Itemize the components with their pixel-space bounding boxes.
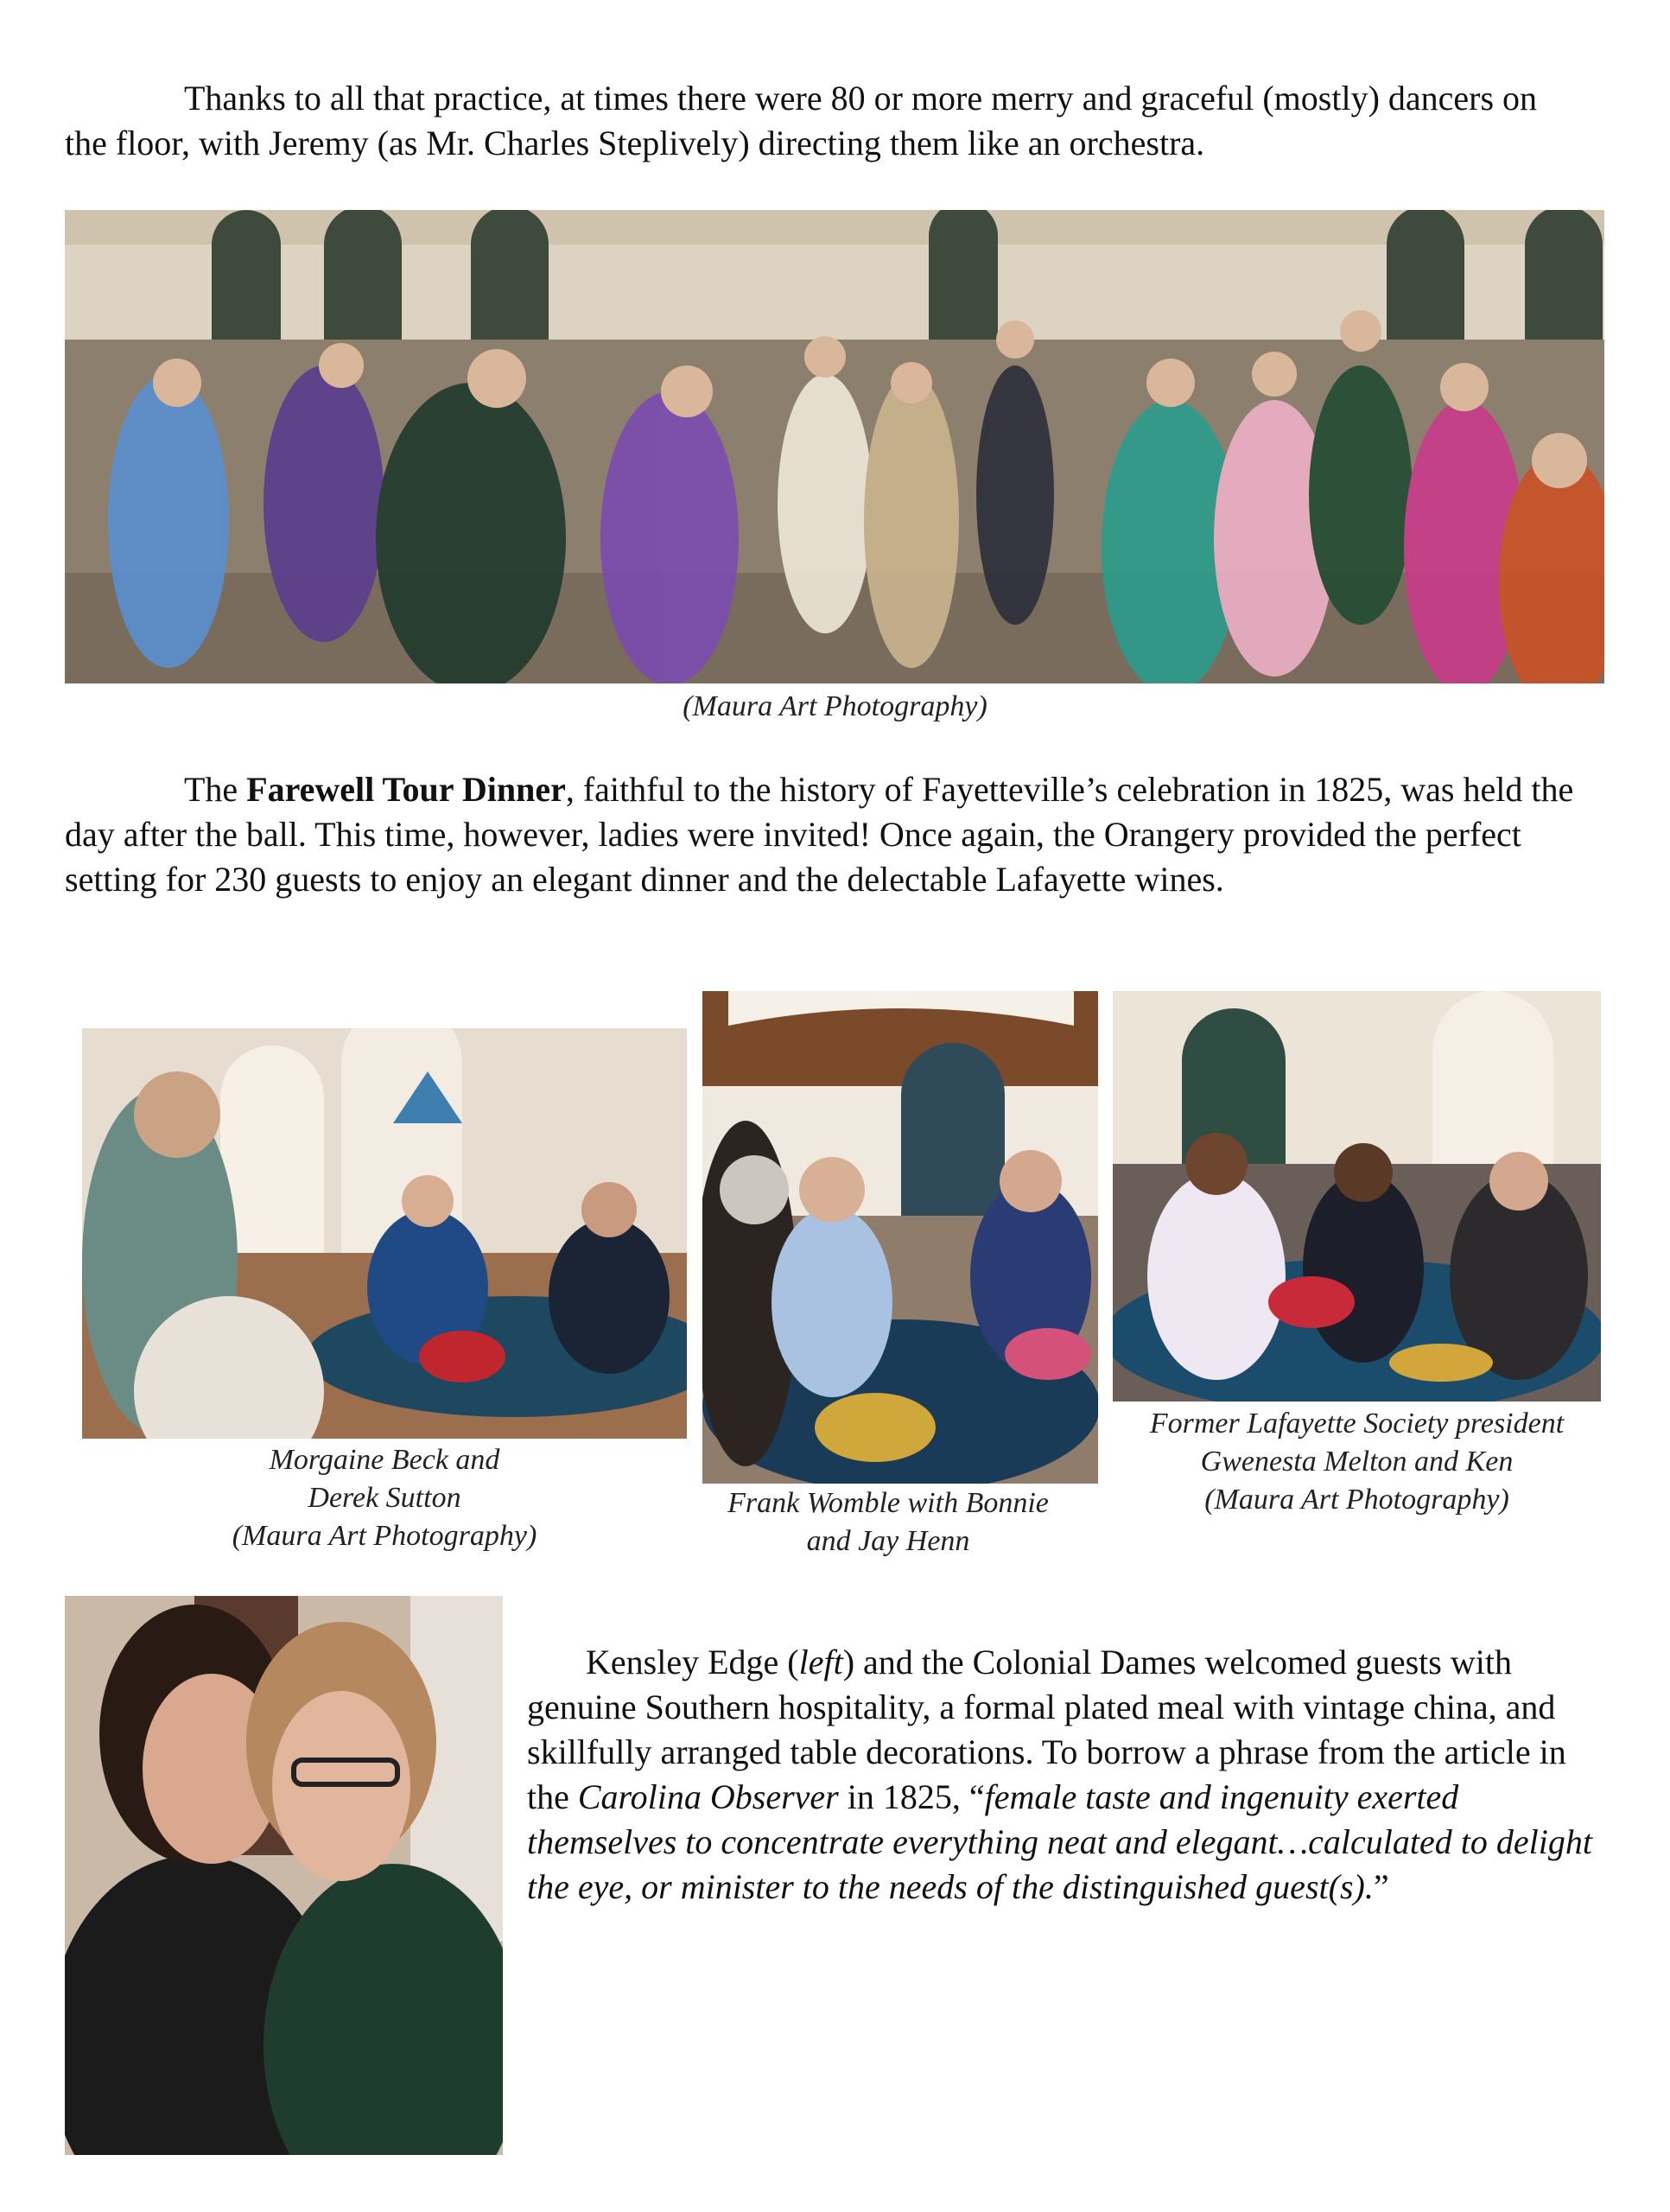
kensley-edge-photo	[65, 1596, 503, 2155]
newspaper-title: Carolina Observer	[577, 1777, 839, 1816]
melton-ken-photo	[1113, 991, 1601, 1402]
dinner-text-pre: The	[184, 770, 247, 809]
beck-sutton-photo	[82, 1028, 687, 1439]
womble-henn-photo	[702, 991, 1098, 1484]
ballroom-dance-photo	[65, 210, 1604, 683]
kensley-paragraph: Kensley Edge (left) and the Colonial Dames welcomed guests with genuine Southern hospitality, a formal plated meal with vintage china, and skillfully arranged table decorations. To borrow a phrase from the article in the Carolina Observer in 1825, “female taste and ingenuity exerted themselves to concentrate everything neat and elegant…calculated to delight the eye, or minister to the needs of the distinguished guest(s).”	[527, 1643, 1592, 1906]
dinner-event-name: Farewell Tour Dinner	[246, 770, 566, 809]
quoted-passage: female taste and ingenuity exerted themselves to concentrate everything neat and elegant…calculated to delight the eye, or minister to the needs of the distinguished guest(s).	[527, 1777, 1592, 1906]
dinner-paragraph	[65, 767, 1585, 902]
melton-ken-caption: Former Lafayette Society president Gwenesta Melton and Ken (Maura Art Photography)	[1149, 1408, 1565, 1516]
dinner-text-post: , faithful to the history of Fayetteville’s celebration in 1825, was held the day after the ball. This time, however, ladies were invited! Once again, the Orangery provided the perfect setting for 230 guests to enjoy an elegant dinner and the delectable Lafayette wines.	[65, 770, 1574, 899]
intro-paragraph	[65, 76, 1585, 166]
ballroom-photo-caption: (Maura Art Photography)	[683, 690, 987, 722]
intro-text: Thanks to all that practice, at times there were 80 or more merry and graceful (mostly) dancers on the floor, with Jeremy (as Mr. Charles Steplively) directing them like an orchestra.	[65, 79, 1538, 162]
womble-henn-caption: Frank Womble with Bonnie and Jay Henn	[727, 1487, 1049, 1557]
beck-sutton-caption: Morgaine Beck and Derek Sutton (Maura Art Photography)	[232, 1444, 537, 1552]
